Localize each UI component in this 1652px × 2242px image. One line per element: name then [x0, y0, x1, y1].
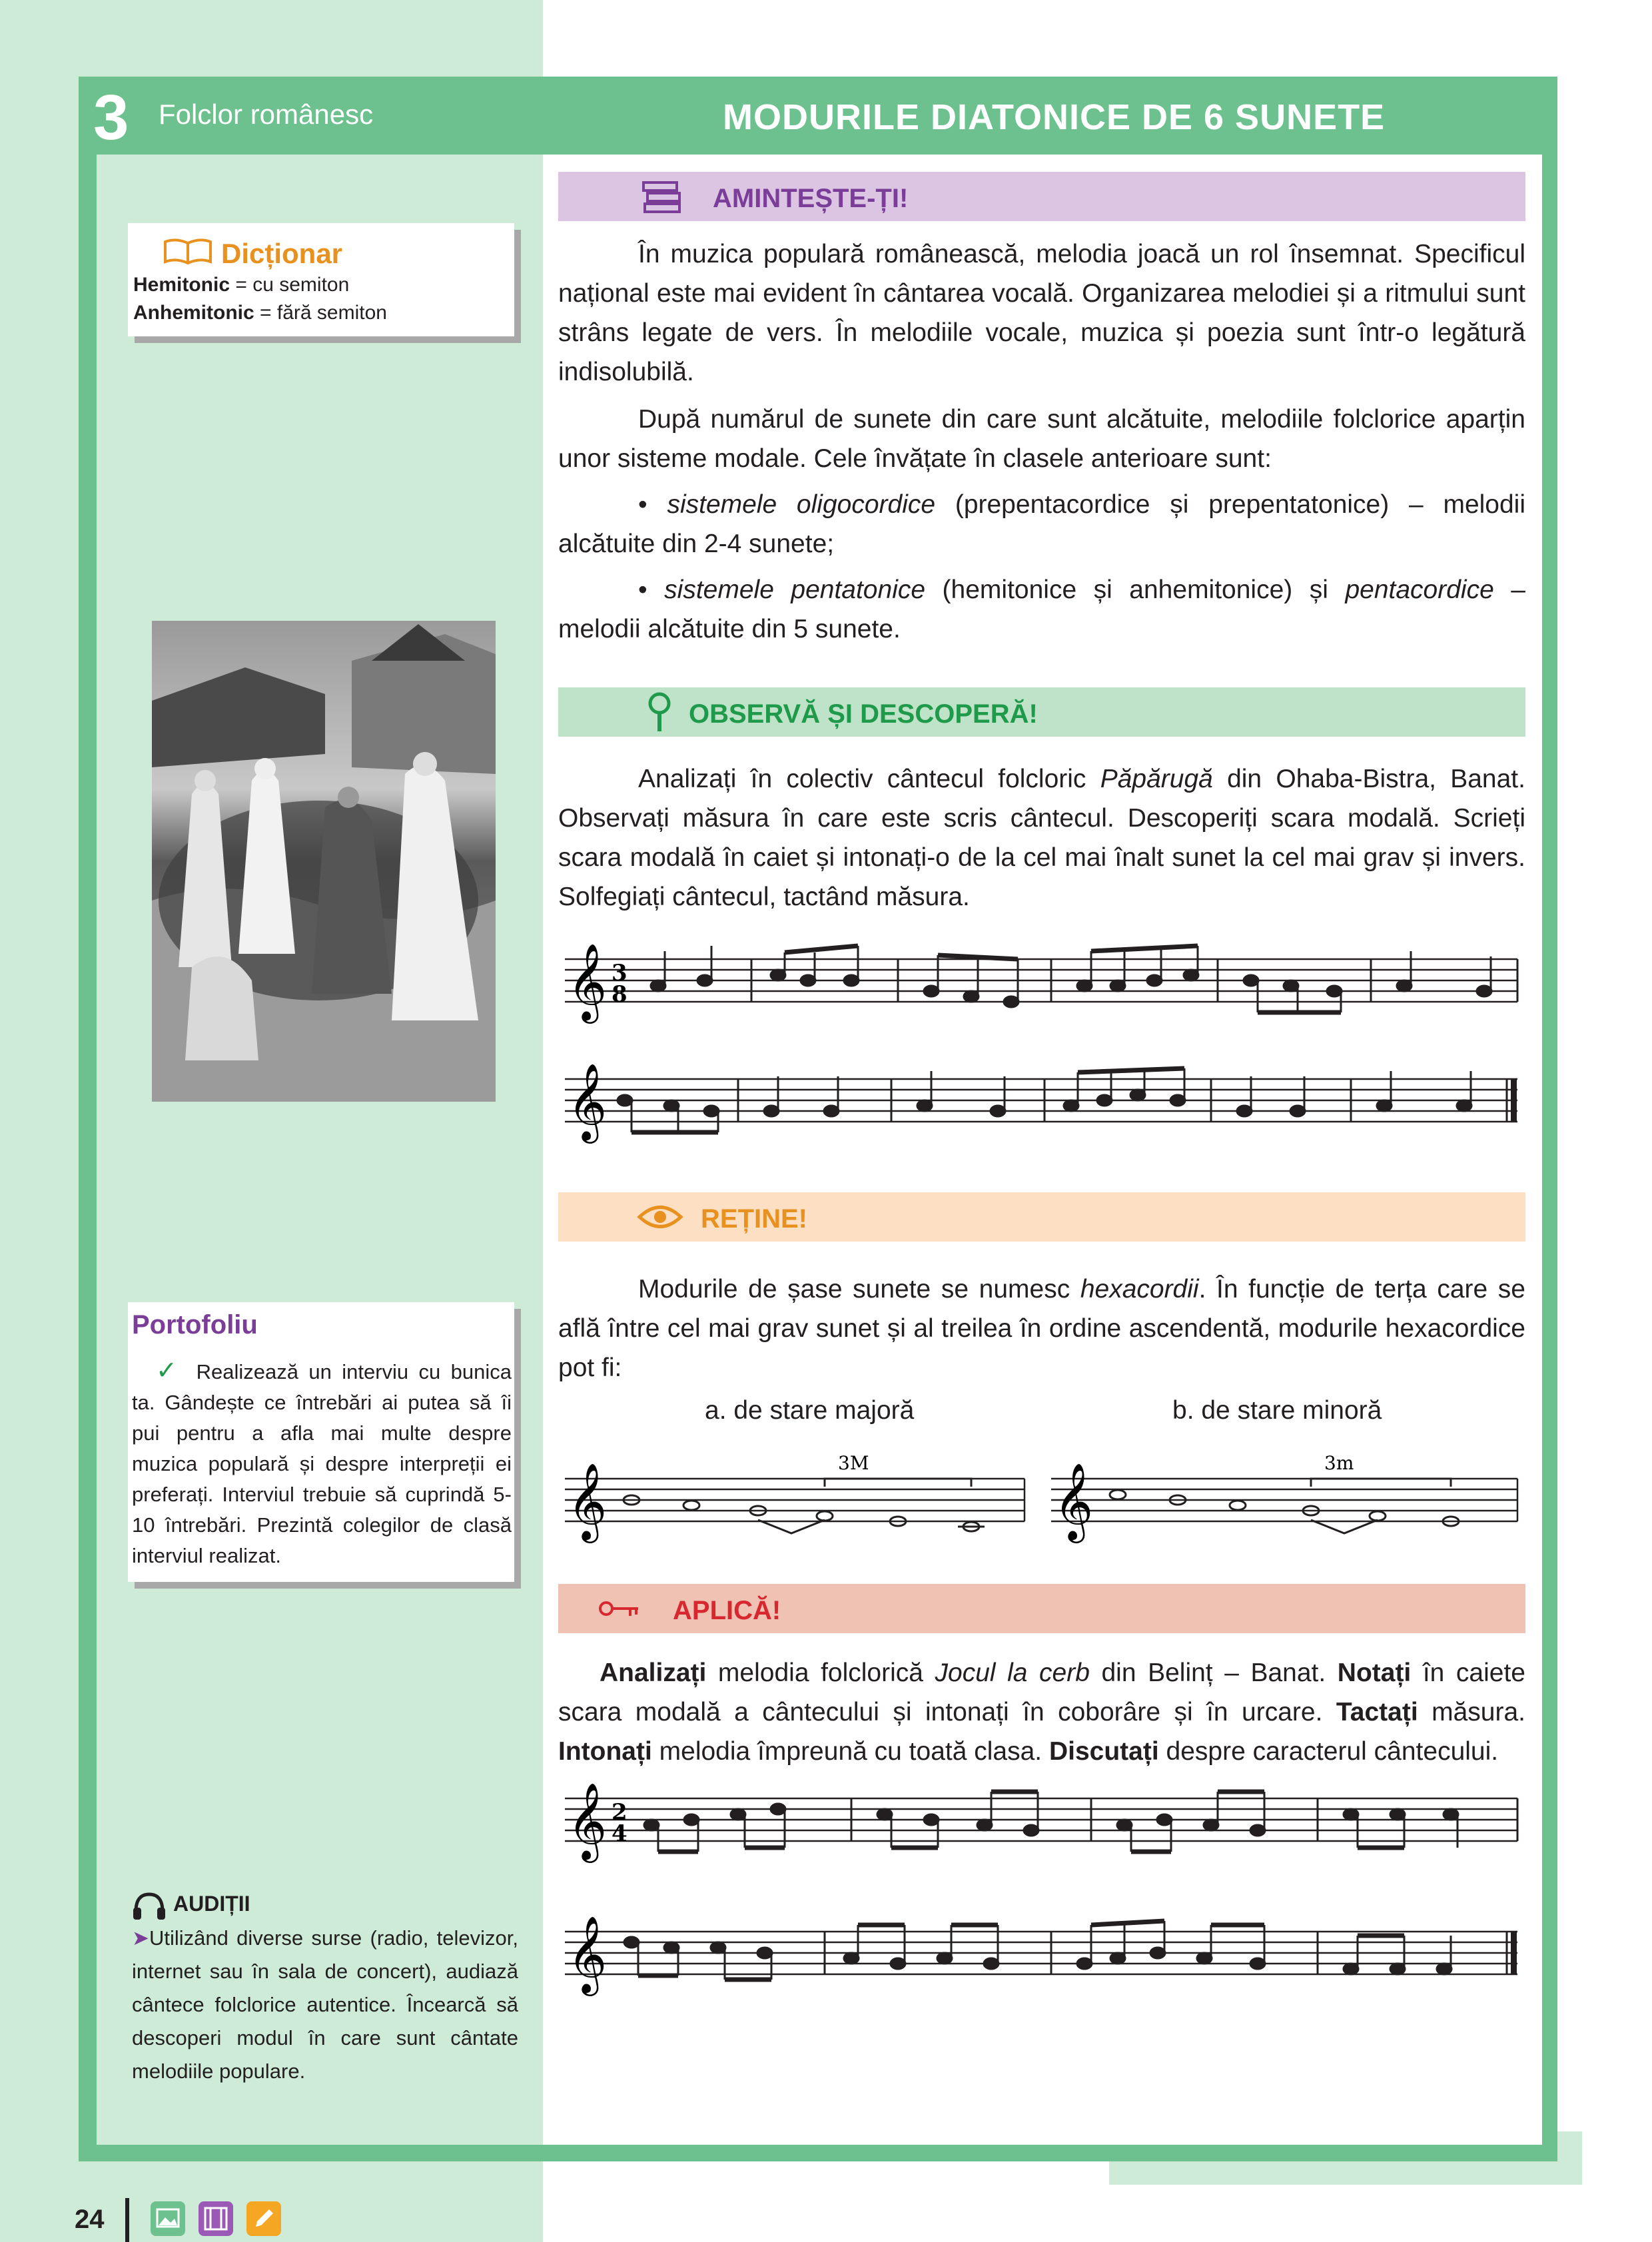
apply-label: APLICĂ! [673, 1596, 781, 1625]
apply-band [558, 1584, 1525, 1633]
portfolio-text: ✓ Realizează un interviu cu bunica ta. Gândește ce întrebări ai putea să îi pui pentru a afla mai multe despre muzica populară și despre interpreții ei preferați. Interviul trebuie să cuprindă 5-10 întrebări. Prezintă colegilor de clasă interviul realizat. [132, 1357, 512, 1567]
auditions-text: ➤Utilizând diverse surse (radio, televizor, internet sau în sala de concert), audiază cântece folclorice autentice. Încearcă să descoperi modul în care sunt cântate melodiile populare. [132, 1926, 518, 2083]
time-signature-top: 2 [612, 1799, 627, 1826]
magnifier-icon [646, 691, 675, 734]
treble-clef-icon: 𝄞 [568, 942, 608, 1020]
headphones-icon [132, 1892, 167, 1921]
observe-paragraph: Analizați în colectiv cântecul folcloric Păpărugă din Ohaba-Bistra, Banat. Observați măsura în care este scris cântecul. Descoperiți scara modală. Scrieți scara modală în caiet și intonați-o de la cel mai înalt sunet la cel mai grav și invers. Solfegiați cântecul, tactând măsura. [558, 765, 1525, 911]
folk-dance-illustration [152, 621, 496, 1102]
portfolio-title: Portofoliu [132, 1310, 258, 1339]
remember-band [558, 172, 1525, 221]
lesson-title: MODURILE DIATONICE DE 6 SUNETE [723, 97, 1386, 137]
observe-label: OBSERVĂ ȘI DESCOPERĂ! [689, 699, 1038, 729]
pencil-icon[interactable] [246, 2201, 281, 2236]
treble-clef-icon: 𝄞 [1054, 1462, 1094, 1540]
paparuga-score [558, 933, 1525, 1152]
image-icon[interactable] [151, 2201, 185, 2236]
dictionary-entry: Anhemitonic = fără semiton [133, 302, 387, 324]
minor-third-label: 3m [1324, 1452, 1354, 1474]
dictionary-box [128, 223, 514, 336]
chapter-number: 3 [93, 82, 129, 153]
minor-mode-label: b. de stare minoră [1172, 1396, 1382, 1425]
dictionary-title: Dicționar [221, 238, 343, 269]
remember-paragraph-2: După numărul de sunete din care sunt alcătuite, melodiile folclorice aparțin unor sisteme modale. Cele învățate în clasele anterioare sunt: [558, 405, 1525, 473]
sidebar-column [97, 155, 543, 2145]
arrow-bullet-icon: ➤ [132, 1926, 149, 1950]
book-icon [163, 236, 213, 267]
film-icon[interactable] [199, 2201, 233, 2236]
time-signature-bottom: 4 [612, 1820, 627, 1847]
observe-band [558, 687, 1525, 737]
hexachord-scales [558, 1439, 1525, 1552]
key-icon [598, 1599, 641, 1619]
time-signature-bottom: 8 [612, 981, 627, 1008]
treble-clef-icon: 𝄞 [568, 1782, 608, 1860]
treble-clef-icon: 𝄞 [568, 1062, 608, 1140]
treble-clef-icon: 𝄞 [568, 1915, 608, 1993]
remember-bullet-1: • sistemele oligocordice (prepentacordice și prepentatonice) – melodii alcătuite din 2-4 sunete; [558, 490, 1526, 558]
remember-label: AMINTEȘTE-ȚI! [713, 184, 909, 213]
jocul-la-cerb-score [558, 1765, 1525, 2005]
major-mode-label: a. de stare majoră [705, 1396, 915, 1425]
footer-divider [125, 2198, 129, 2242]
books-icon [641, 177, 683, 216]
checkmark-icon: ✓ [156, 1357, 182, 1385]
chapter-title: Folclor românesc [159, 99, 374, 130]
major-third-label: 3M [838, 1452, 869, 1474]
time-signature-top: 3 [612, 960, 627, 986]
remember-paragraph-1: În muzica populară românească, melodia joacă un rol însemnat. Specificul național este mai evident în cântarea vocală. Organizarea melodiei și a ritmului sunt strâns legate de vers. În melodiile vocale, muzica și poezia sunt într-o legătură indisolubilă. [558, 240, 1525, 386]
portfolio-box [128, 1302, 514, 1582]
retain-label: REȚINE! [701, 1204, 807, 1234]
remember-bullet-2: • sistemele pentatonice (hemitonice și anhemitonice) și pentacordice – melodii alcătuite din 5 sunete. [558, 575, 1525, 643]
retain-band [558, 1192, 1525, 1242]
auditions-title: AUDIȚII [173, 1892, 250, 1916]
dictionary-entry: Hemitonic = cu semiton [133, 274, 350, 296]
treble-clef-icon: 𝄞 [568, 1462, 608, 1540]
apply-paragraph: Analizați melodia folclorică Jocul la cerb din Belinț – Banat. Notați în caiete scara modală a cântecului și intonați în coborâre și în urcare. Tactați măsura. Intonați melodia împreună cu toată clasa. Discutați despre caracterul cântecului. [558, 1659, 1526, 1766]
retain-paragraph: Modurile de șase sunete se numesc hexacordii. În funcție de terța care se află între cel mai grav sunet și al treilea în ordine ascendentă, modurile hexacordice pot fi: [558, 1275, 1525, 1382]
auditions-box [132, 1892, 518, 2088]
eye-icon [637, 1202, 683, 1232]
page-number: 24 [75, 2205, 105, 2234]
